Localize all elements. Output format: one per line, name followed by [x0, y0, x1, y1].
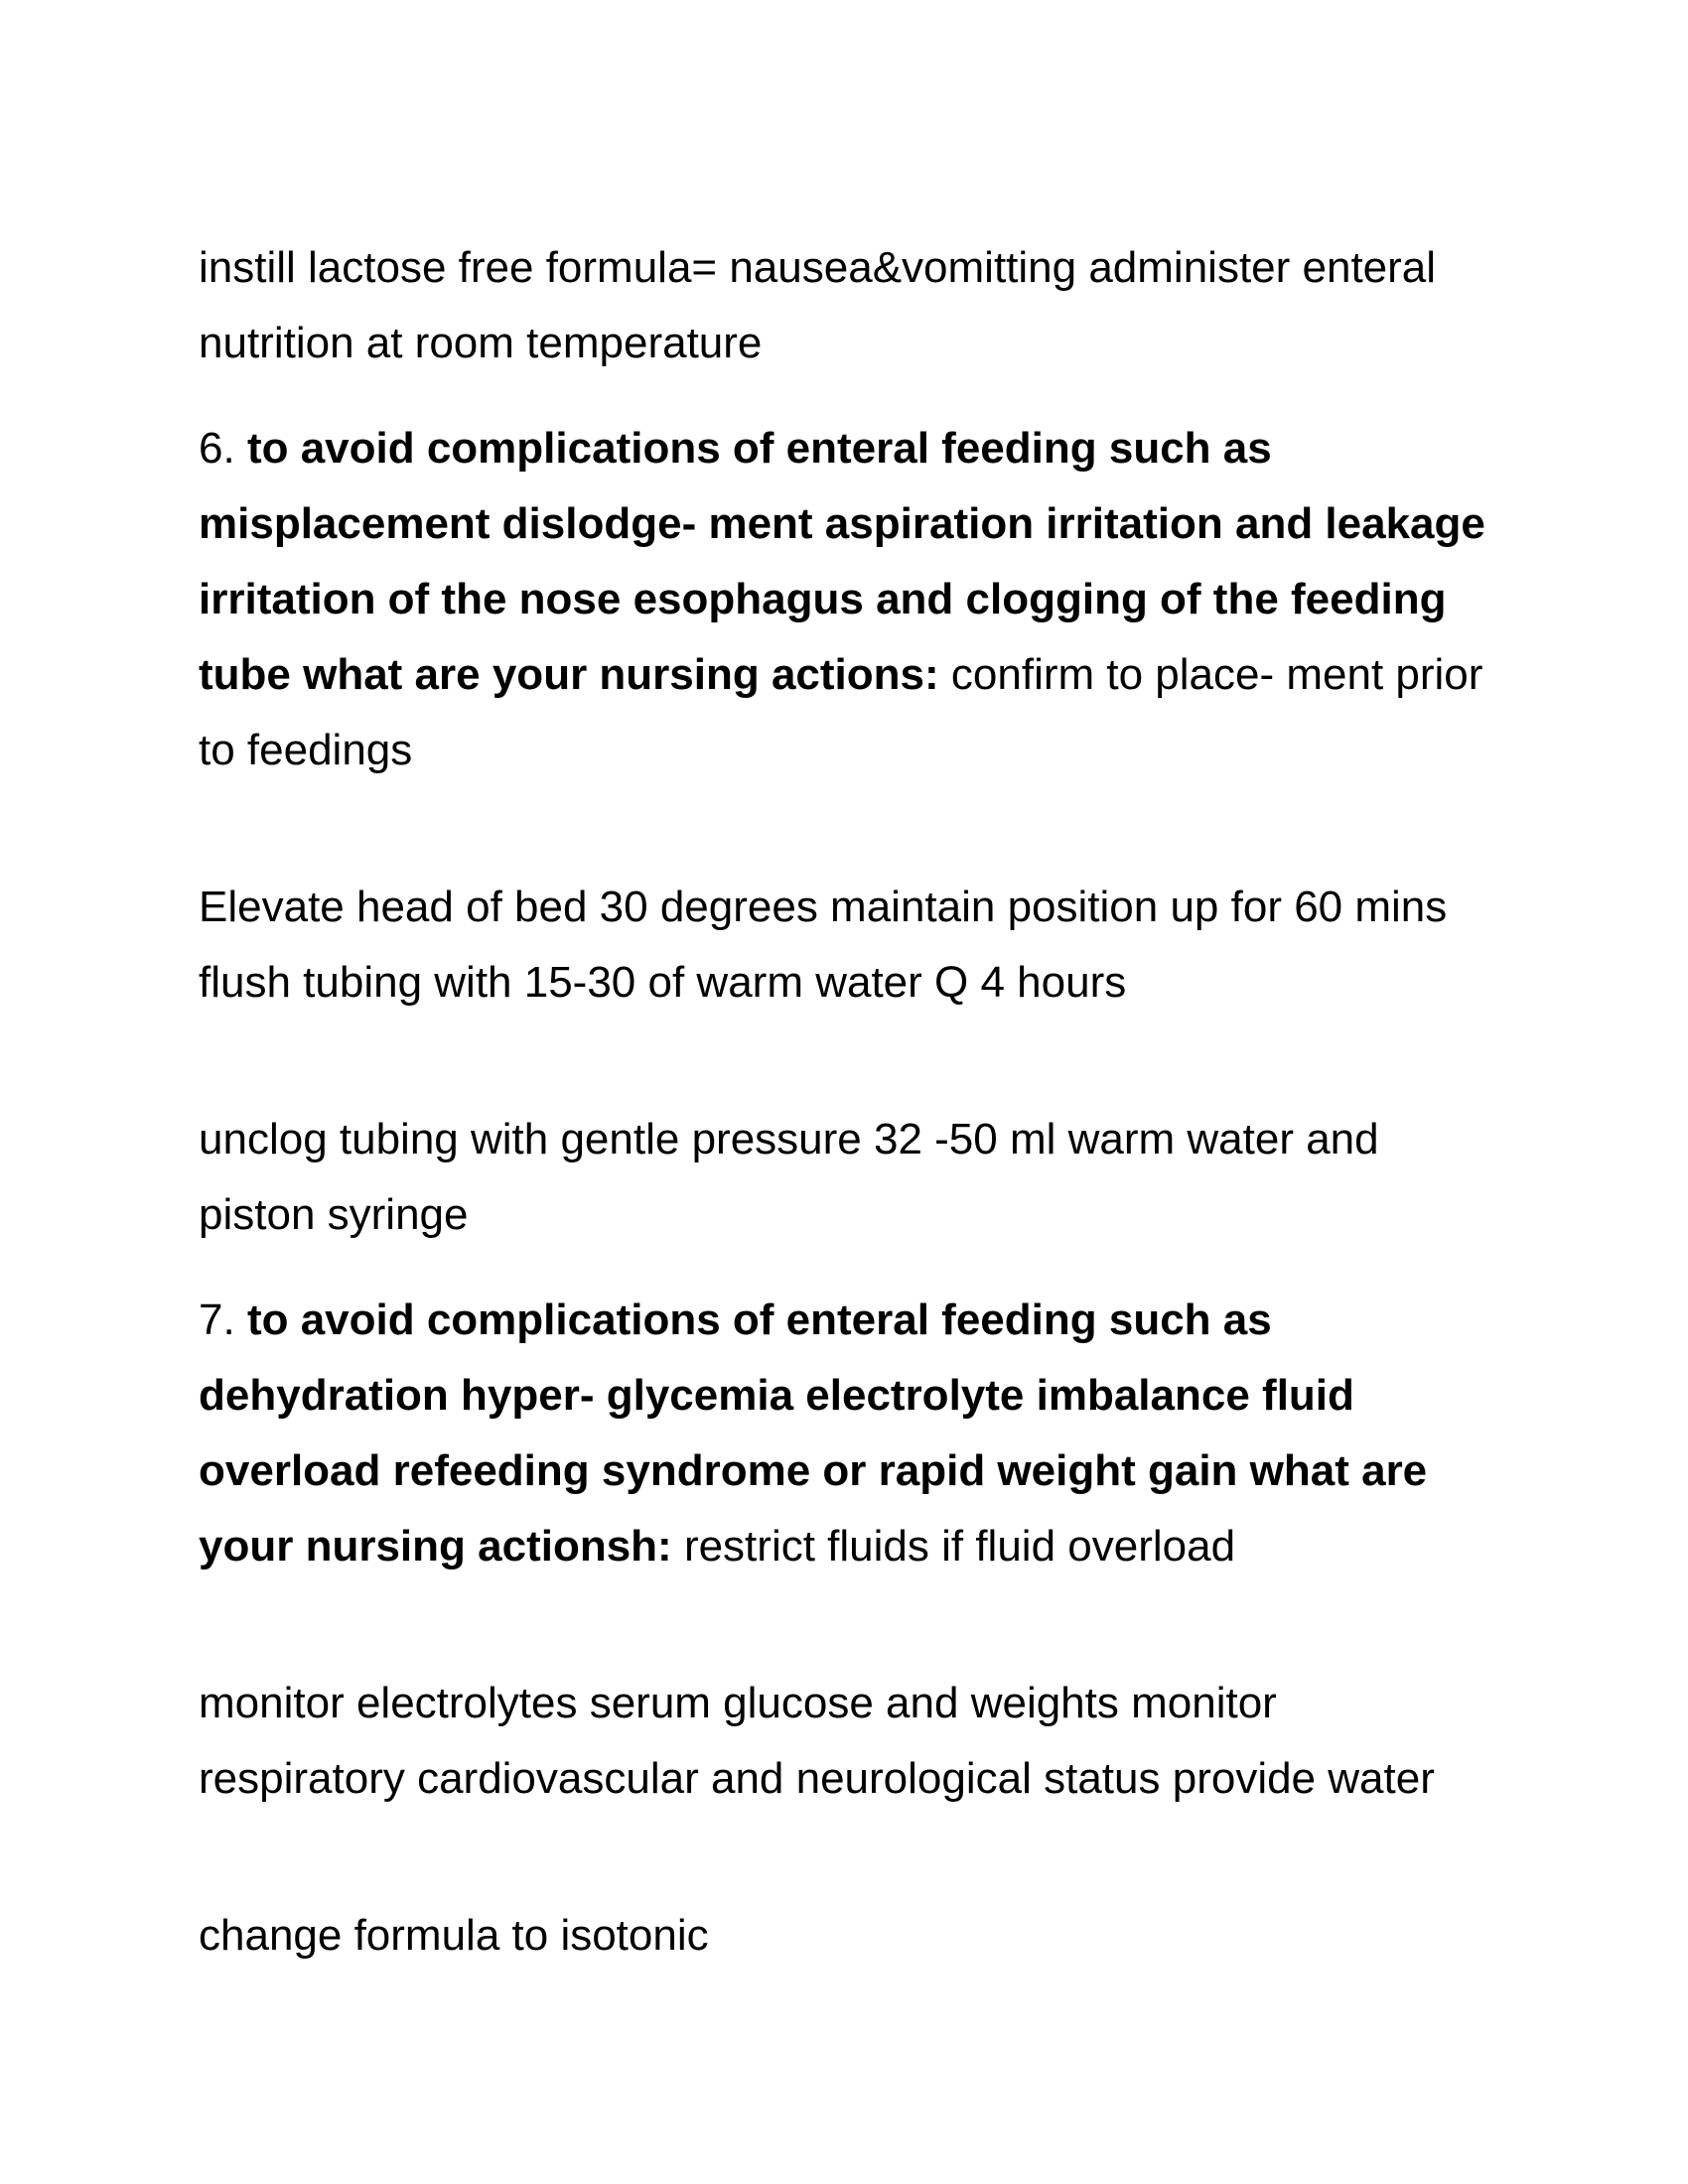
question-6-text: to avoid complications of enteral feeding such as misplacement dislodge- ment aspiration irritation and leakage irritation of the nose esophagus and clogging of the feeding tube what are your nursing actions:	[199, 424, 1485, 699]
question-6-number: 6.	[199, 424, 235, 473]
question-6	[199, 411, 1489, 788]
question-7-number: 7.	[199, 1296, 235, 1344]
paragraph-monitor-electrolytes: monitor electrolytes serum glucose and weights monitor respiratory cardiovascular and neurological status provide water	[199, 1679, 1435, 1803]
paragraph-unclog-tubing: unclog tubing with gentle pressure 32 -50 ml warm water and piston syringe	[199, 1115, 1379, 1239]
question-7	[199, 1283, 1489, 1584]
question-6-answer: confirm to place- ment prior to feedings	[199, 650, 1483, 774]
question-7-answer: restrict fluids if fluid overload	[683, 1522, 1236, 1570]
document-body	[199, 230, 1489, 1974]
paragraph-elevate-head: Elevate head of bed 30 degrees maintain position up for 60 mins flush tubing with 15-30 of warm water Q 4 hours	[199, 883, 1448, 1007]
question-7-text: to avoid complications of enteral feeding such as dehydration hyper- glycemia electrolyte imbalance fluid overload refeeding syndrome or rapid weight gain what are your nursing actionsh:	[199, 1296, 1428, 1570]
paragraph-change-formula: change formula to isotonic	[199, 1911, 709, 1960]
paragraph-lactose-free-formula: instill lactose free formula= nausea&vomitting administer enteral nutrition at room temperature	[199, 243, 1437, 367]
